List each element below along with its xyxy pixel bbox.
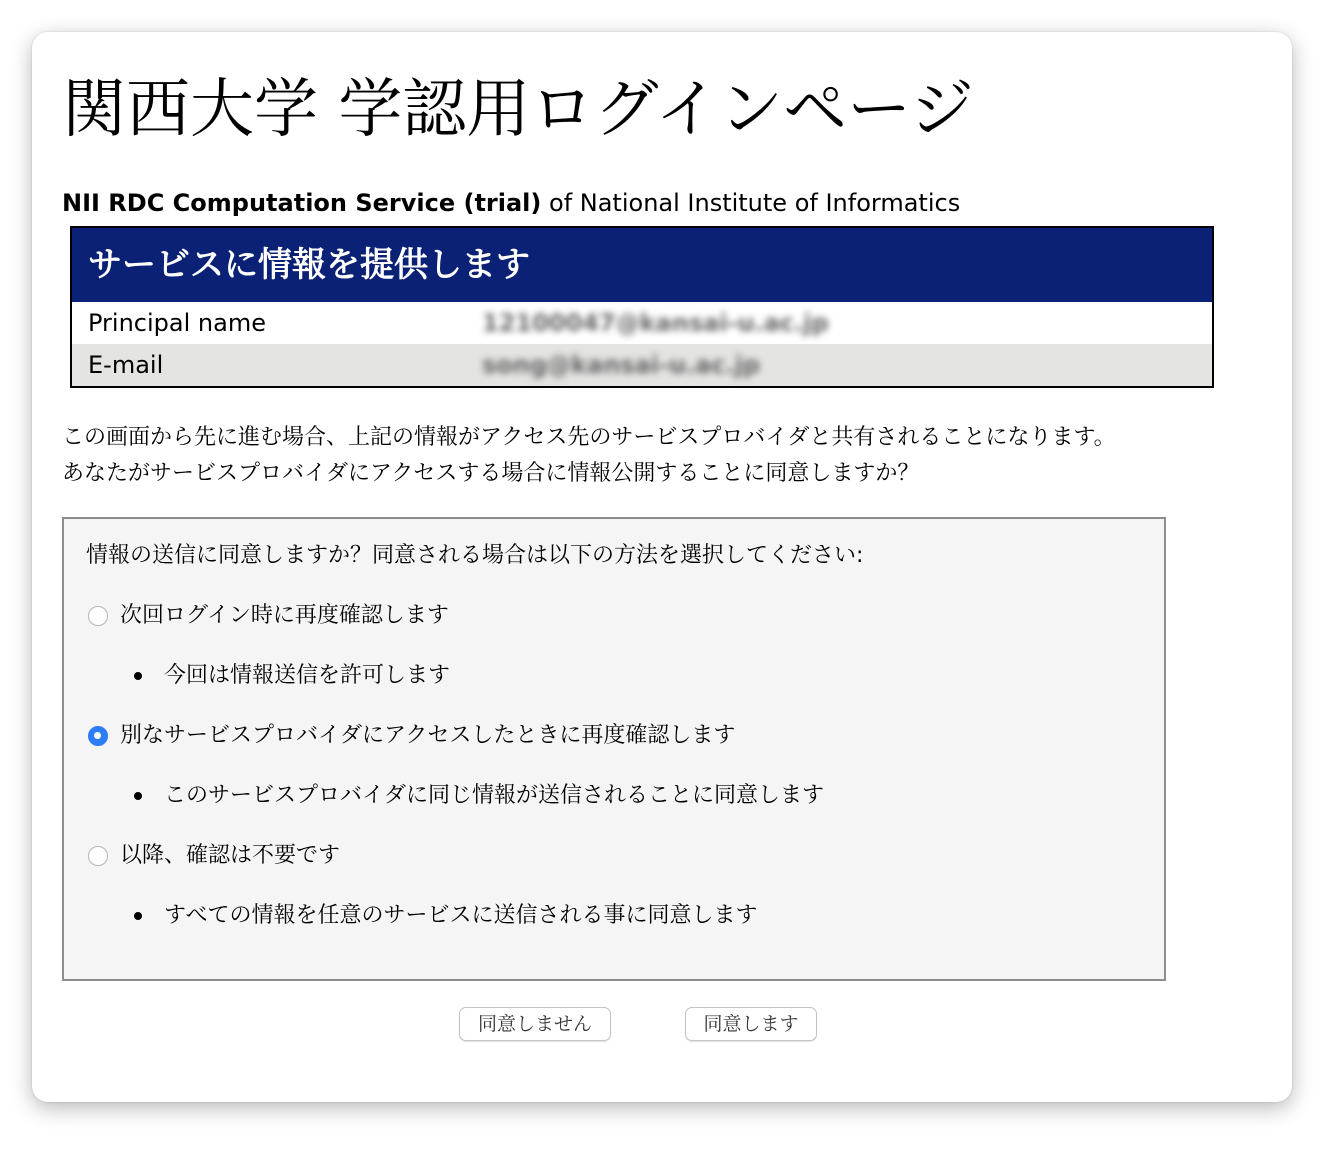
description-line-2: あなたがサービスプロバイダにアクセスする場合に情報公開することに同意しますか？ (62, 461, 920, 486)
option-no-confirm[interactable] (88, 841, 340, 871)
radio-no-confirm[interactable] (88, 846, 108, 866)
attribute-row-email (72, 344, 1212, 386)
option-label[interactable]: 以降、確認は不要です (120, 843, 341, 868)
description-line-1: この画面から先に進む場合、上記の情報がアクセス先のサービスプロバイダと共有されることになります。 (62, 425, 1116, 450)
option-ask-other-sp[interactable] (88, 721, 735, 751)
option-detail-item (134, 661, 450, 691)
option-label[interactable]: 別なサービスプロバイダにアクセスしたときに再度確認します (120, 723, 736, 748)
option-label[interactable]: 次回ログイン時に再度確認します (120, 603, 449, 628)
bullet-icon (134, 672, 142, 680)
bullet-icon (134, 792, 142, 800)
option-detail-item (134, 901, 758, 931)
attribute-table (70, 226, 1214, 388)
login-card (32, 32, 1292, 1102)
accept-button[interactable]: 同意します (685, 1007, 817, 1041)
consent-question: 情報の送信に同意しますか？同意される場合は以下の方法を選択してください: (86, 543, 864, 568)
service-provider-line (62, 188, 960, 218)
option-detail: 今回は情報送信を許可します (164, 663, 451, 688)
bullet-icon (134, 912, 142, 920)
option-detail: このサービスプロバイダに同じ情報が送信されることに同意します (164, 783, 825, 808)
page-title: 関西大学 学認用ログインページ (62, 73, 974, 147)
option-detail-item (134, 781, 824, 811)
attribute-table-header: サービスに情報を提供します (72, 228, 1212, 302)
decline-button[interactable]: 同意しません (459, 1007, 611, 1041)
service-provider-org: of National Institute of Informatics (541, 189, 961, 217)
attribute-label: Principal name (88, 309, 266, 337)
attribute-row-principal-name (72, 302, 1212, 344)
service-name: NII RDC Computation Service (trial) (62, 189, 542, 217)
attribute-value-blurred: song@kansai-u.ac.jp (482, 351, 761, 379)
attribute-value-blurred: 12100047@kansai-u.ac.jp (482, 309, 829, 337)
consent-options-box (62, 517, 1166, 981)
option-detail: すべての情報を任意のサービスに送信される事に同意します (164, 903, 758, 928)
attribute-label: E-mail (88, 351, 164, 379)
consent-description (62, 420, 1116, 492)
radio-ask-other-sp[interactable] (88, 726, 108, 746)
option-ask-next-login[interactable] (88, 601, 449, 631)
radio-ask-next-login[interactable] (88, 606, 108, 626)
